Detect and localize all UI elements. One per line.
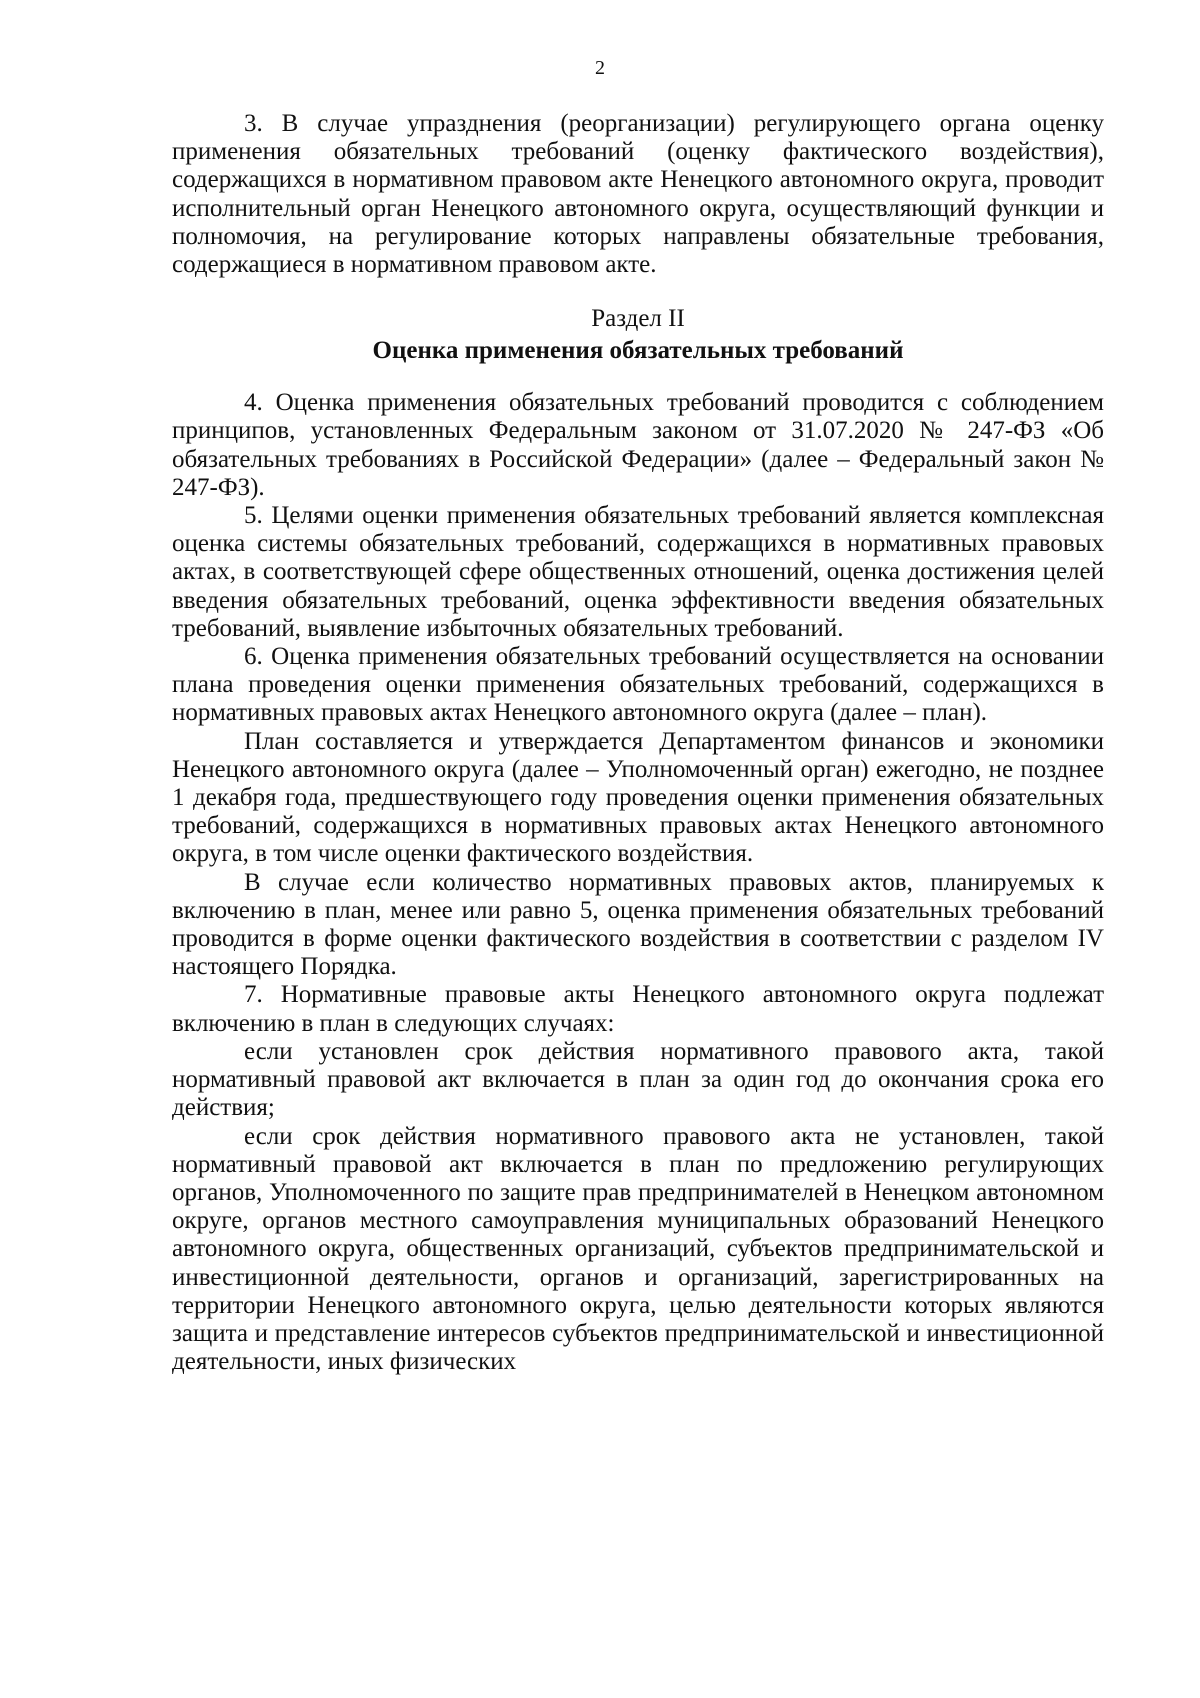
- paragraph-7: 7. Нормативные правовые акты Ненецкого автономного округа подлежат включению в план в следующих случаях:: [172, 981, 1104, 1037]
- paragraph-plan-count: В случае если количество нормативных правовых актов, планируемых к включению в план, менее или равно 5, оценка применения обязательных требований проводится в форме оценки фактического воздействия в соответствии с разделом IV настоящего Порядка.: [172, 868, 1104, 981]
- paragraph-plan: План составляется и утверждается Департаментом финансов и экономики Ненецкого автономного округа (далее – Уполномоченный орган) ежегодно, не позднее 1 декабря года, предшествующего году проведения оценки применения обязательных требований, содержащихся в нормативных правовых актах Ненецкого автономного округа, в том числе оценки фактического воздействия.: [172, 727, 1104, 868]
- paragraph-7-case-1: если установлен срок действия нормативного правового акта, такой нормативный правовой акт включается в план за один год до окончания срока его действия;: [172, 1037, 1104, 1122]
- paragraph-6: 6. Оценка применения обязательных требований осуществляется на основании плана проведения оценки применения обязательных требований, содержащихся в нормативных правовых актах Ненецкого автономного округа (далее – план).: [172, 643, 1104, 727]
- section-heading: [172, 303, 1104, 367]
- paragraph-7-case-2: если срок действия нормативного правового акта не установлен, такой нормативный правовой акт включается в план по предложению регулирующих органов, Уполномоченного по защите прав предпринимателей в Ненецком автономном округе, органов местного самоуправления муниципальных образований Ненецкого автономного округа, общественных организаций, субъектов предпринимательской и инвестиционной деятельности, органов и организаций, зарегистрированных на территории Ненецкого автономного округа, целью деятельности которых являются защита и представление интересов субъектов предпринимательской и инвестиционной деятельности, иных физических: [172, 1122, 1104, 1376]
- section-title: Оценка применения обязательных требований: [372, 337, 904, 365]
- paragraph-3: 3. В случае упразднения (реорганизации) регулирующего органа оценку применения обязательных требований (оценку фактического воздействия), содержащихся в нормативном правовом акте Ненецкого автономного округа, проводит исполнительный орган Ненецкого автономного округа, осуществляющий функции и полномочия, на регулирование которых направлены обязательные требования, содержащиеся в нормативном правовом акте.: [172, 110, 1104, 279]
- document-body: [172, 110, 1104, 1376]
- section-number: Раздел II: [591, 305, 685, 333]
- paragraph-5: 5. Целями оценки применения обязательных требований является комплексная оценка системы обязательных требований, содержащихся в нормативных правовых актах, в соответствующей сфере общественных отношений, оценка достижения целей введения обязательных требований, оценка эффективности введения обязательных требований, выявление избыточных обязательных требований.: [172, 502, 1104, 642]
- paragraph-4: 4. Оценка применения обязательных требований проводится с соблюдением принципов, установленных Федеральным законом от 31.07.2020 № 247-ФЗ «Об обязательных требованиях в Российской Федерации» (далее – Федеральный закон № 247-ФЗ).: [172, 389, 1104, 501]
- page-number: 2: [595, 57, 605, 79]
